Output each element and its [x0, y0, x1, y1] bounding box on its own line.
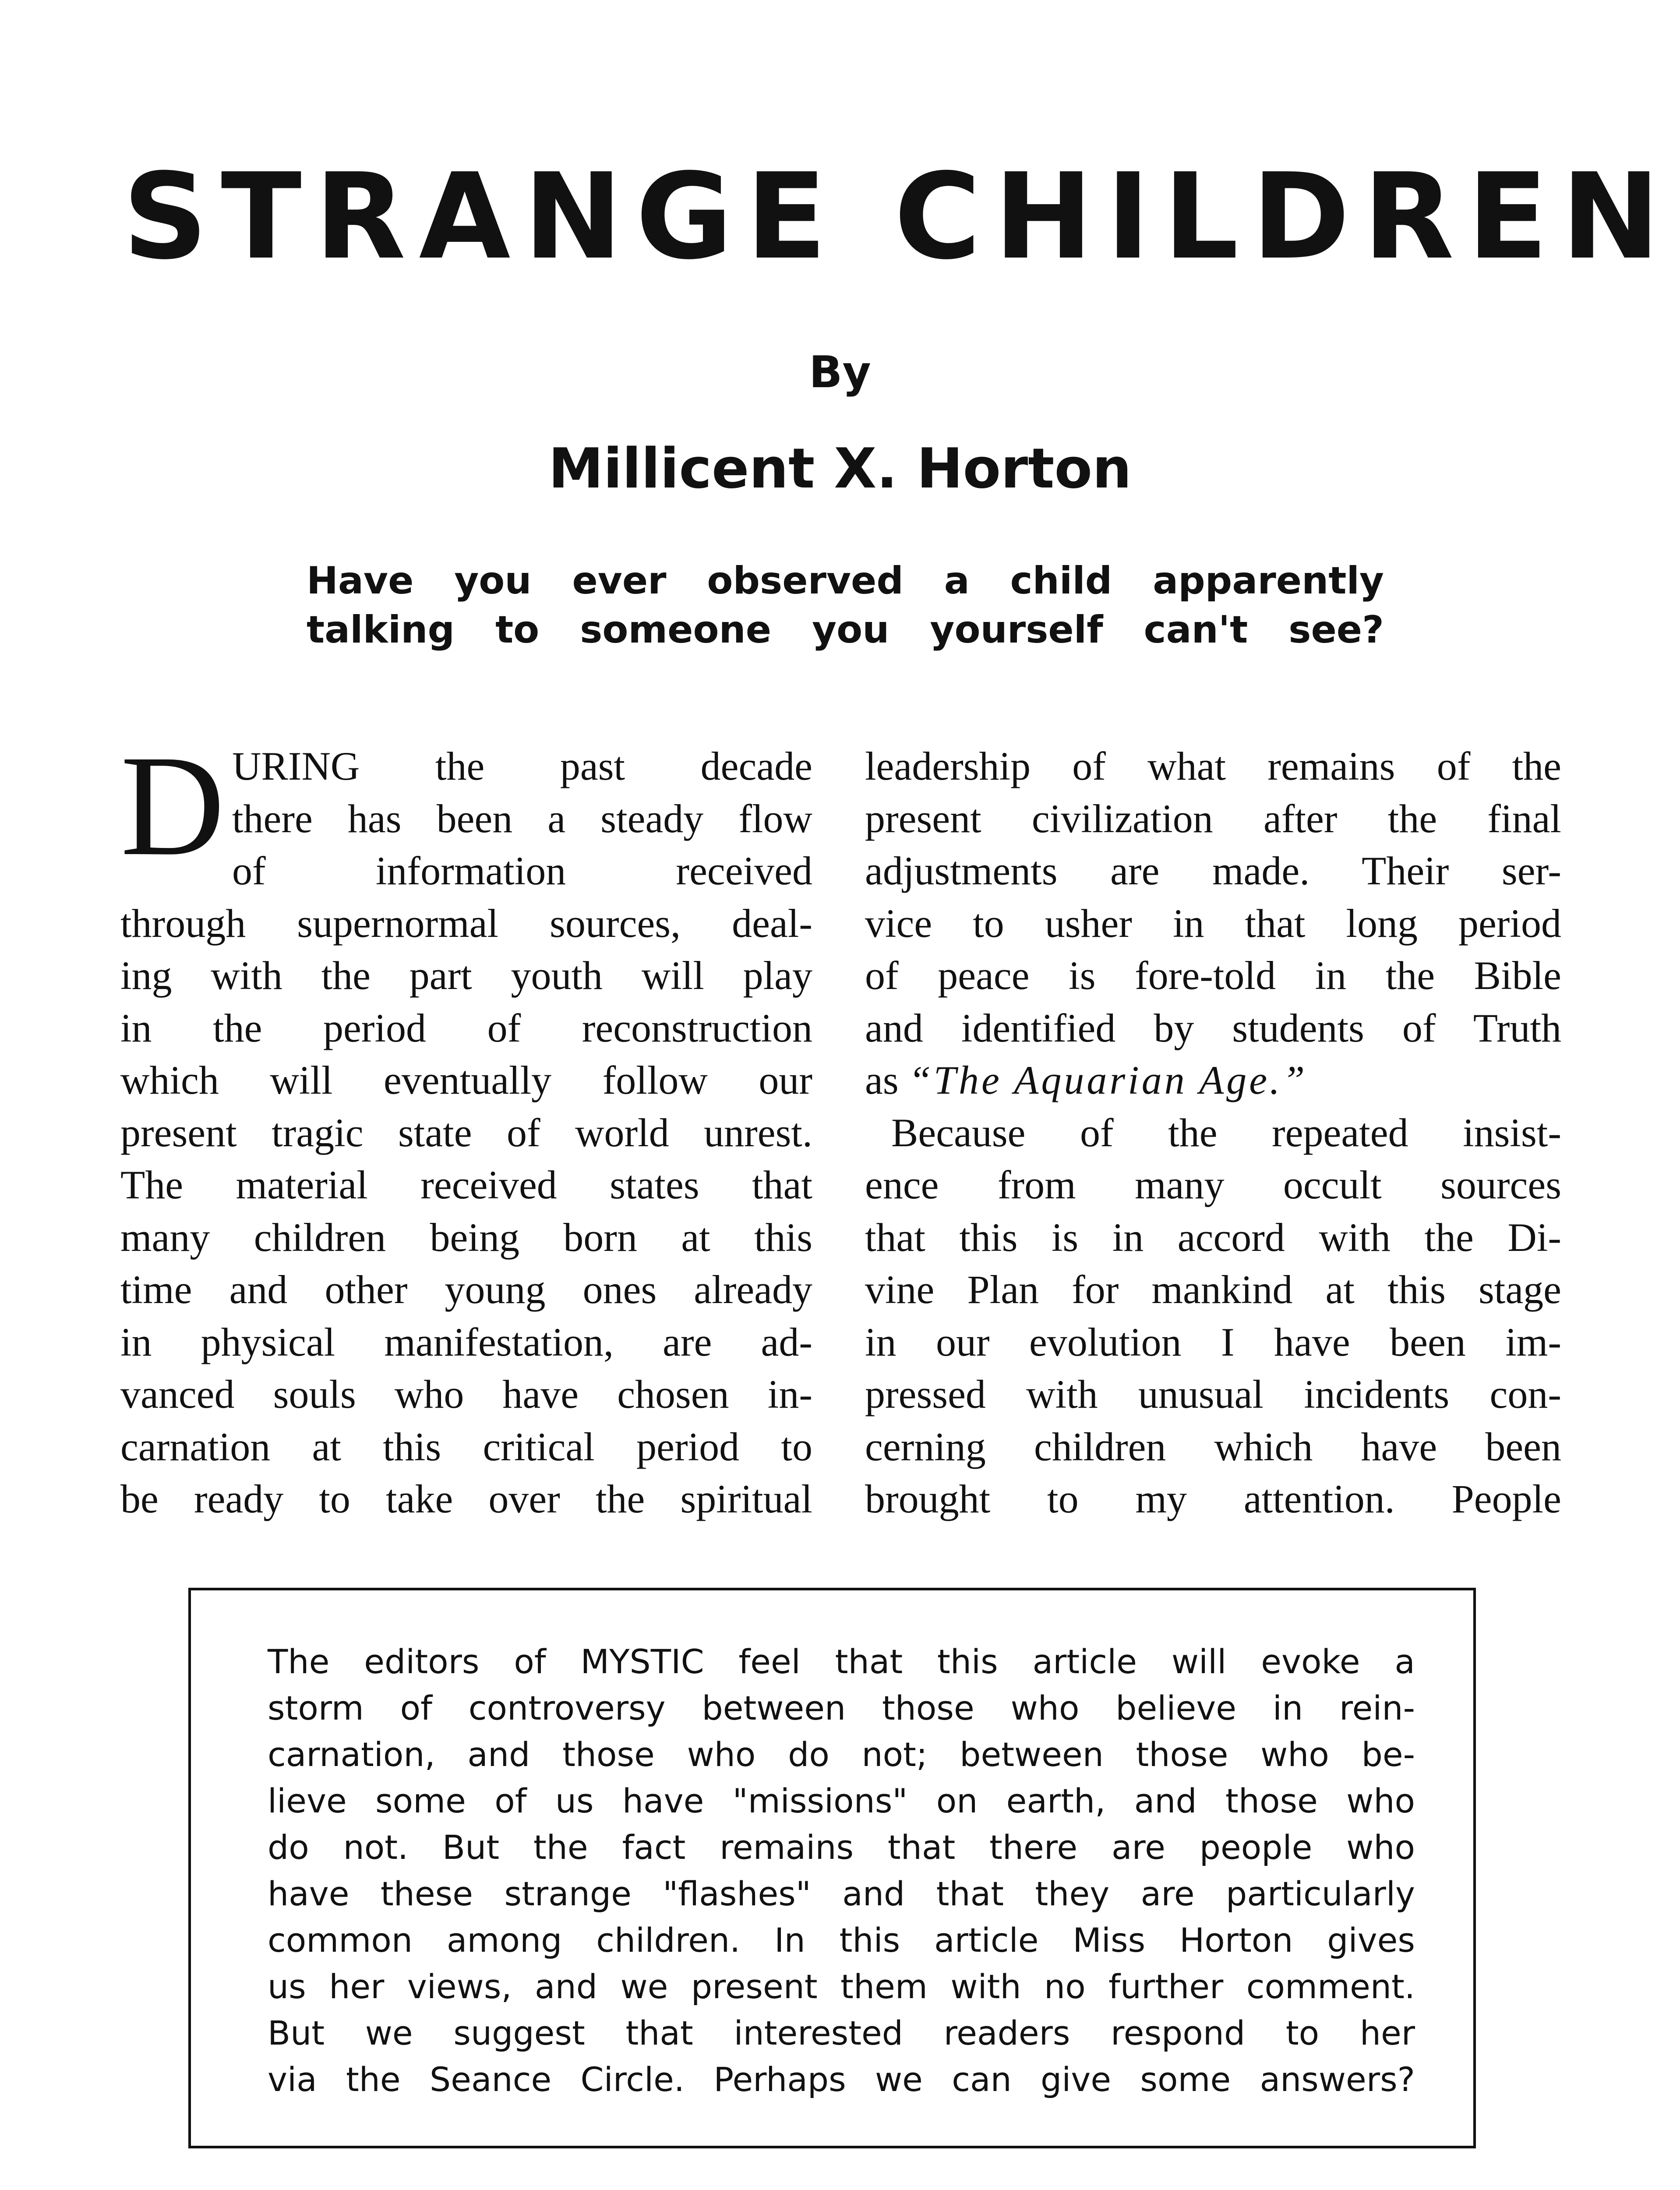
- byline-by: By: [809, 346, 871, 398]
- article-title: STRANGE CHILDREN: [123, 148, 1673, 286]
- note-line: do not. But the fact remains that there are people who: [268, 1828, 1415, 1867]
- text-line: vanced souls who have chosen in-: [120, 1372, 812, 1416]
- text-line: of information received: [232, 848, 812, 893]
- note-line: The editors of MYSTIC feel that this article will evoke a: [268, 1642, 1415, 1681]
- left-column: [120, 726, 812, 1526]
- drop-cap: D: [120, 726, 225, 886]
- text-line: in our evolution I have been im-: [865, 1319, 1561, 1364]
- text-line: adjustments are made. Their ser-: [865, 848, 1561, 893]
- editor-note-box: [188, 1588, 1476, 2148]
- text-line: vine Plan for mankind at this stage: [865, 1267, 1561, 1312]
- byline-author: Millicent X. Horton: [548, 436, 1132, 501]
- text-line: of peace is fore-told in the Bible: [865, 953, 1561, 998]
- editor-note: [268, 1639, 1415, 2103]
- text-line: vice to usher in that long period: [865, 901, 1561, 946]
- text-line: that this is in accord with the Di-: [865, 1215, 1561, 1260]
- text-line: brought to my attention. People: [865, 1476, 1561, 1521]
- deck-line: talking to someone you yourself can't see?: [307, 608, 1384, 652]
- text-line: ence from many occult sources: [865, 1162, 1561, 1207]
- note-line: via the Seance Circle. Perhaps we can give some answers?: [268, 2060, 1415, 2099]
- text-line: present civilization after the final: [865, 796, 1561, 841]
- deck-line: Have you ever observed a child apparently: [307, 559, 1384, 603]
- note-line: common among children. In this article Miss Horton gives: [268, 1921, 1415, 1960]
- article-deck: [307, 556, 1384, 654]
- text-line: cerning children which have been: [865, 1424, 1561, 1469]
- text-line: which will eventually follow our: [120, 1058, 812, 1102]
- text-line: many children being born at this: [120, 1215, 812, 1260]
- text-line: in the period of reconstruction: [120, 1005, 812, 1050]
- text-line: The material received states that: [120, 1162, 812, 1207]
- text-line: present tragic state of world unrest.: [120, 1110, 812, 1155]
- note-line: lieve some of us have "missions" on earth, and those who: [268, 1781, 1415, 1820]
- text-line: pressed with unusual incidents con-: [865, 1372, 1561, 1416]
- note-line: us her views, and we present them with no further comment.: [268, 1967, 1415, 2006]
- aquarian-age-phrase: “The Aquarian Age.”: [908, 1058, 1308, 1102]
- text-line: Because of the repeated insist-: [891, 1110, 1561, 1155]
- text-line: ing with the part youth will play: [120, 953, 812, 998]
- text-fragment: as: [865, 1058, 909, 1102]
- note-line: storm of controversy between those who believe in rein-: [268, 1688, 1415, 1727]
- text-line: in physical manifestation, are ad-: [120, 1319, 812, 1364]
- note-line: carnation, and those who do not; between those who be-: [268, 1735, 1415, 1774]
- text-line: through supernormal sources, deal-: [120, 901, 812, 946]
- text-line: be ready to take over the spiritual: [120, 1476, 812, 1521]
- text-line: carnation at this critical period to: [120, 1424, 812, 1469]
- text-line: and identified by students of Truth: [865, 1005, 1561, 1050]
- text-line: URING the past decade: [232, 744, 812, 788]
- right-column: [865, 740, 1561, 1526]
- text-line: leadership of what remains of the: [865, 744, 1561, 788]
- text-line: time and other young ones already: [120, 1267, 812, 1312]
- text-line: there has been a steady flow: [232, 796, 812, 841]
- note-line: have these strange "flashes" and that they are particularly: [268, 1874, 1415, 1913]
- text-line-with-italic: [865, 1054, 1561, 1107]
- note-line: But we suggest that interested readers respond to her: [268, 2013, 1415, 2052]
